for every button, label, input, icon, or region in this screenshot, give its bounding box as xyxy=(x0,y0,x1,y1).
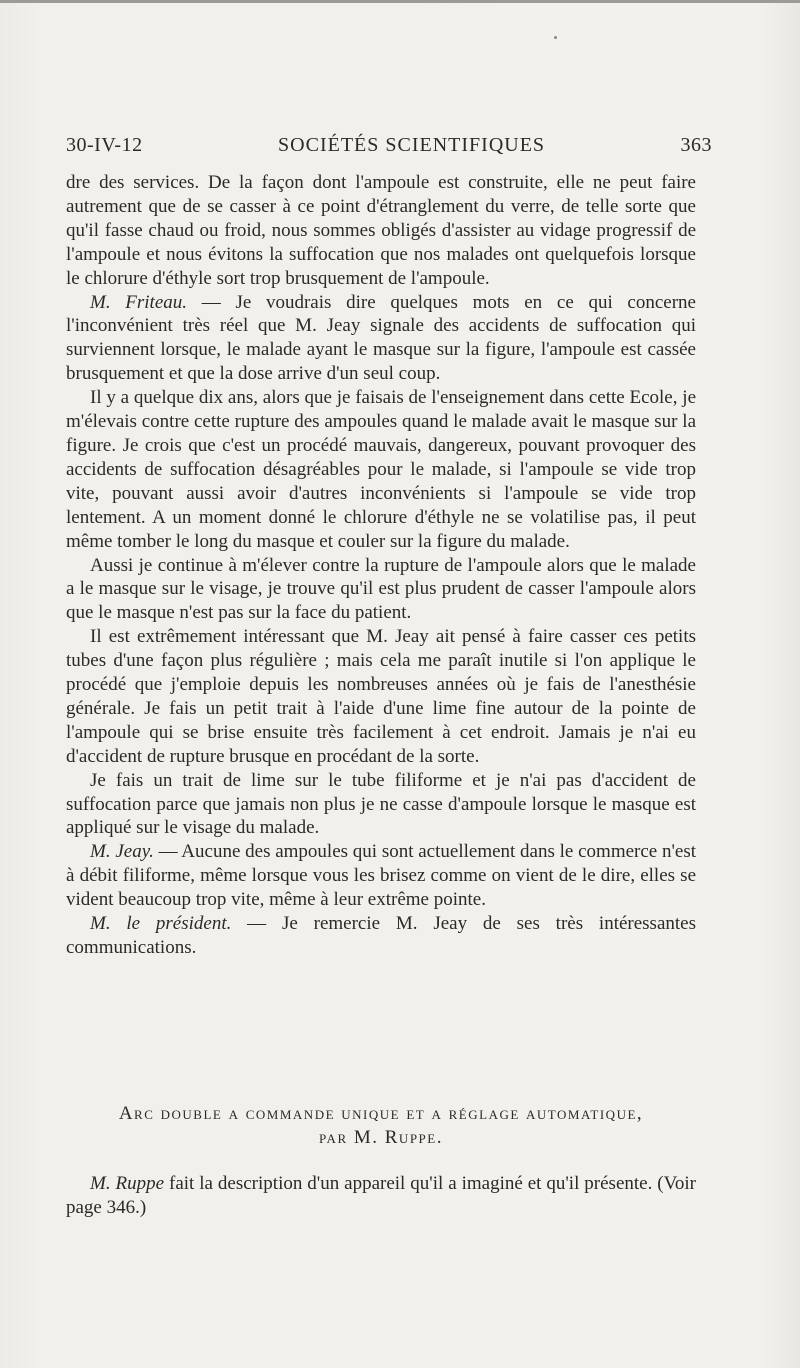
paragraph-text: — Je voudrais dire quelques mots en ce qui concerne l'inconvénient très réel que M. Jeay signale des accidents de suffocation qui surviennent lorsque, le malade ayant le masque sur la figure, l'ampoule est cassée brusquement et que la dose arrive d'un seul coup. xyxy=(66,291,696,385)
paragraph xyxy=(66,769,696,841)
speaker-name: M. Friteau. xyxy=(90,291,188,313)
speaker-name: M. le président. xyxy=(90,913,232,935)
paragraph xyxy=(66,625,696,768)
body-text xyxy=(66,171,696,960)
final-section-body xyxy=(66,1172,696,1220)
paragraph-text: Il y a quelque dix ans, alors que je faisais de l'enseignement dans cette Ecole, je m'élevais contre cette rupture des ampoules quand le malade avait le masque sur la figure. Je crois que c'est un procédé mauvais, dangereux, pouvant provoquer des accidents de suffocation désagréables pour le malade, si l'ampoule se vide trop vite, pouvant aussi avoir d'autres inconvénients si l'ampoule se vide trop lentement. A un moment donné le chlorure d'éthyle ne se volatilise pas, il peut même tomber le long du masque et couler sur la figure du malade. xyxy=(66,387,696,552)
page-number: 363 xyxy=(680,134,712,156)
paragraph xyxy=(66,291,696,387)
header-date: 30-IV-12 xyxy=(66,134,143,156)
paragraph xyxy=(66,171,696,291)
paragraph-text: Aussi je continue à m'élever contre la rupture de l'ampoule alors que le malade a le masque sur le visage, je trouve qu'il est plus prudent de casser l'ampoule alors que le masque n'est pas sur la face du patient. xyxy=(66,554,696,624)
paragraph-text: dre des services. De la façon dont l'ampoule est construite, elle ne peut faire autrement que de se casser à ce point d'étranglement du verre, de telle sorte que qu'il fasse chaud ou froid, nous sommes obligés d'assister au vidage progressif de l'ampoule et nous évitons la suffocation que nos malades ont quelquefois lorsque le chlorure d'éthyle sort trop brusquement de l'ampoule. xyxy=(66,172,696,289)
paragraph xyxy=(66,840,696,912)
running-header xyxy=(66,134,712,164)
section-title-line-1: Arc double a commande unique et a réglage automatique, xyxy=(118,1103,644,1124)
header-title: SOCIÉTÉS SCIENTIFIQUES xyxy=(278,134,546,156)
paragraph-text: fait la description d'un appareil qu'il a imaginé et qu'il présente. (Voir page 346.) xyxy=(66,1173,696,1218)
paragraph-text: — Je remercie M. Jeay de ses très intéressantes communications. xyxy=(66,913,696,958)
paragraph-text: — Aucune des ampoules qui sont actuellement dans le commerce n'est à débit filiforme, même lorsque vous les brisez comme on vient de le dire, elles se vident beaucoup trop vite, même à leur extrême pointe. xyxy=(66,841,697,911)
speaker-name: M. Ruppe xyxy=(90,1173,165,1194)
top-edge-rule xyxy=(0,0,800,3)
section-title-line-2: par M. Ruppe. xyxy=(319,1127,443,1148)
speaker-name: M. Jeay. xyxy=(90,841,154,863)
paragraph xyxy=(66,554,696,626)
paragraph-text: Il est extrêmement intéressant que M. Jeay ait pensé à faire casser ces petits tubes d'une façon plus régulière ; mais cela me paraît inutile si l'on applique le procédé que j'emploie depuis les nombreuses années où je fais de l'anesthésie générale. Je fais un petit trait à l'aide d'une lime fine autour de la pointe de l'ampoule qui se brise ensuite très facilement à cet endroit. Jamais je n'ai eu d'accident de rupture brusque en procédant de la sorte. xyxy=(66,626,696,767)
paper-speck xyxy=(554,36,557,39)
paragraph xyxy=(66,386,696,553)
paragraph-text: Je fais un trait de lime sur le tube filiforme et je n'ai pas d'accident de suffocation parce que jamais non plus je ne casse d'ampoule lorsque le masque est appliqué sur le visage du malade. xyxy=(66,769,696,839)
paragraph xyxy=(66,1172,696,1220)
section-heading xyxy=(66,1102,696,1150)
paragraph xyxy=(66,912,696,960)
